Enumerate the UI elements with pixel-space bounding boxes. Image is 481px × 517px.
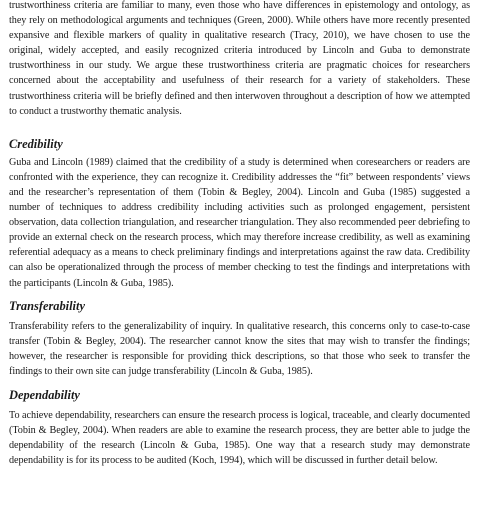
document-page: [9, 0, 470, 468]
credibility-heading: Credibility: [9, 136, 63, 151]
transferability-paragraph: Transferability refers to the generalizability of inquiry. In qualitative research, this concerns only to case-to-case transfer (Tobin & Begley, 2004). The researcher cannot know the sites that may wish to transfer the findings; however, the researcher is responsible for providing thick descriptions, so that those who seek to transfer the findings to their own site can judge transferability (Lincoln & Guba, 1985).: [9, 320, 470, 377]
credibility-paragraph: Guba and Lincoln (1989) claimed that the credibility of a study is determined when coresearchers or readers are confronted with the experience, they can recognize it. Credibility addresses the “fit” between respondents’ views and the researcher’s representation of them (Tobin & Begley, 2004). Lincoln and Guba (1985) suggested a number of techniques to address credibility including activities such as prolonged engagement, persistent observation, data collection triangulation, and researcher triangulation. They also recommended peer debriefing to provide an external check on the research process, which may therefore increase credibility, as well as examining referential adequacy as a means to check preliminary findings and interpretations against the raw data. Credibility can also be operationalized through the process of member checking to test the findings and interpretations with the participants (Lincoln & Guba, 1985).: [9, 156, 470, 289]
transferability-heading: Transferability: [9, 298, 85, 313]
dependability-heading: Dependability: [9, 387, 80, 402]
dependability-paragraph: To achieve dependability, researchers can ensure the research process is logical, traceable, and clearly documented (Tobin & Begley, 2004). When readers are able to examine the research process, they are better able to judge the dependability of the research (Lincoln & Guba, 1985). One way that a research study may demonstrate dependability is for its process to be audited (Koch, 1994), which will be discussed in further detail below.: [9, 409, 470, 467]
intro-paragraph: trustworthiness criteria are familiar to many, even those who have differences in epistemology and ontology, as they rely on methodological arguments and techniques (Green, 2000). While others have more recently presented expansive and flexible markers of quality in qualitative research (Tracy, 2010), we have chosen to use the original, widely accepted, and easily recognized criteria introduced by Lincoln and Guba to demonstrate trustworthiness in our study. We argue these trustworthiness criteria are pragmatic choices for researchers concerned about the acceptability and usefulness of their research for a variety of stakeholders. These trustworthiness criteria will be briefly defined and then interwoven throughout a description of how we attempted to conduct a trustworthy thematic analysis.: [9, 0, 470, 117]
